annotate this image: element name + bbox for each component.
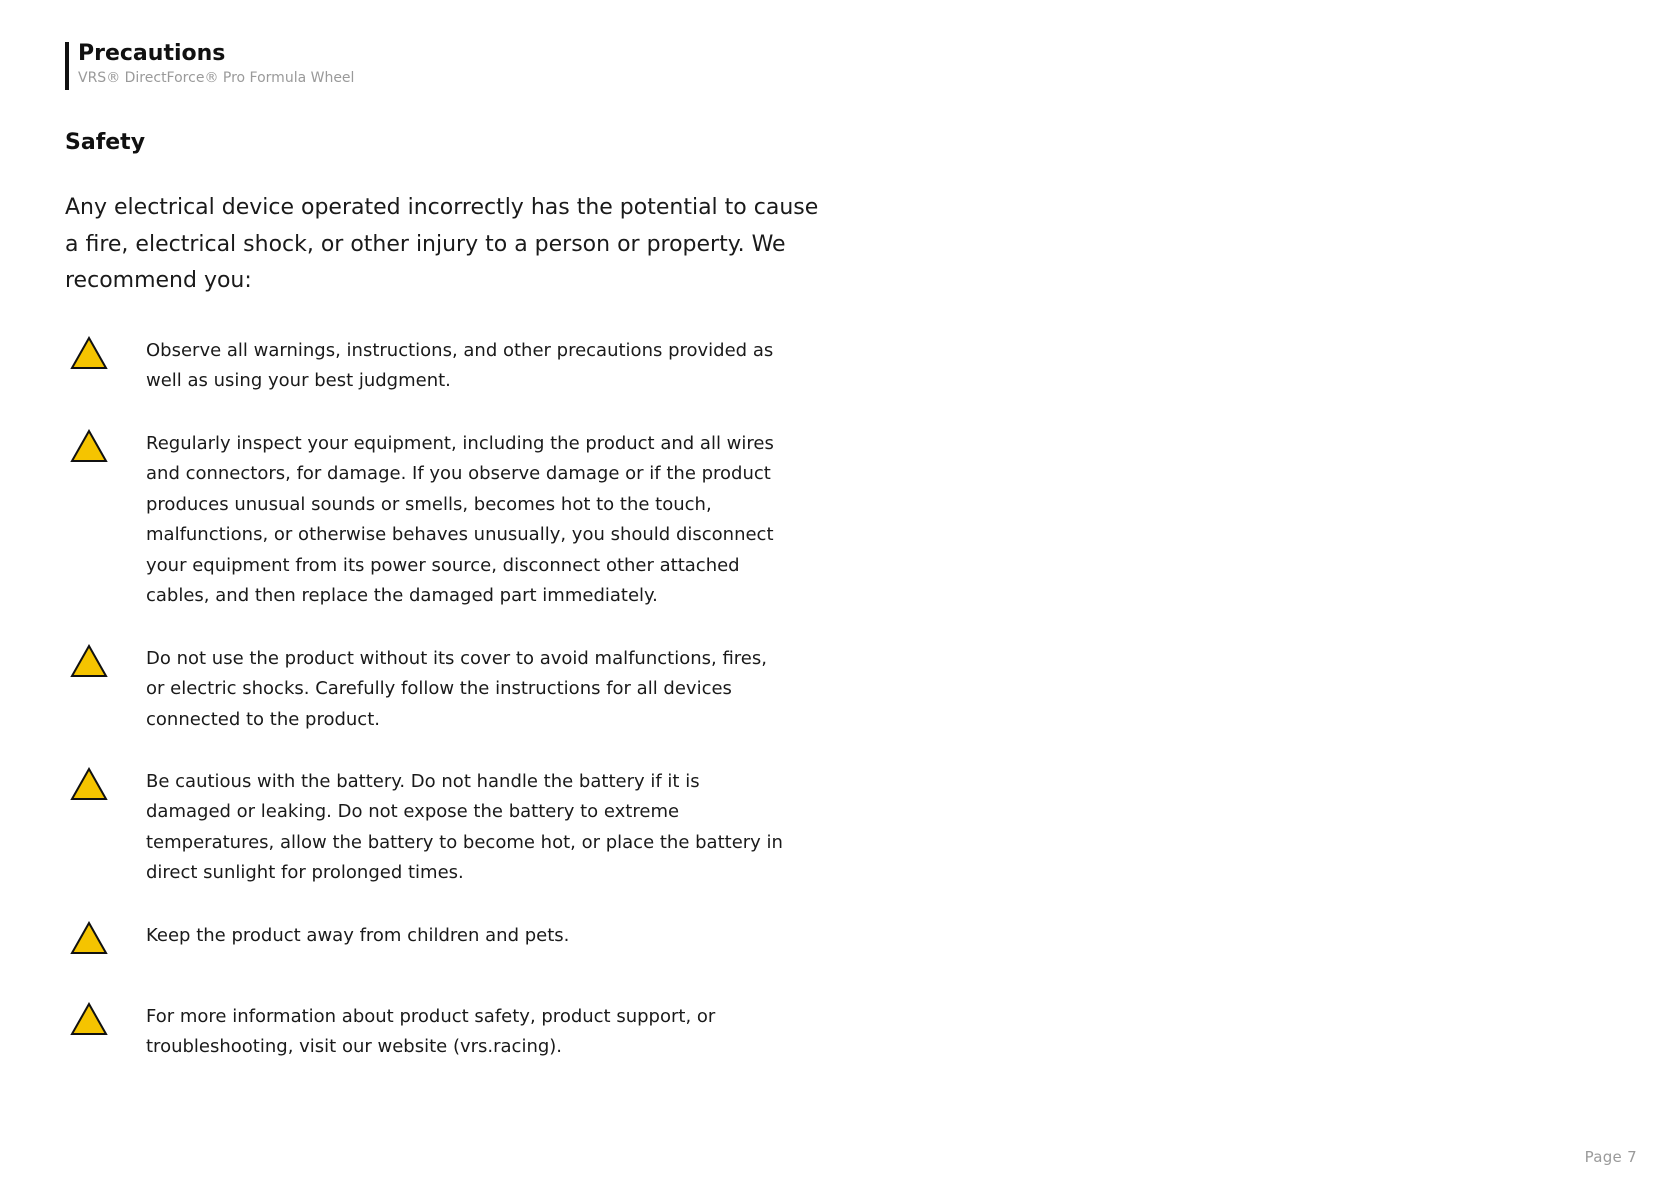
page-title: Precautions bbox=[78, 41, 226, 66]
warning-text: Do not use the product without its cover to avoid malfunctions, fires, or electric shocks. Carefully follow the instructions for all devices connected to the product. bbox=[146, 648, 767, 730]
warning-triangle-icon bbox=[70, 336, 108, 370]
warning-triangle-icon bbox=[70, 767, 108, 801]
warning-text: Be cautious with the battery. Do not handle the battery if it is damaged or leaking. Do not expose the battery to extreme temperatures, allow the battery to become hot, or place the battery in direct sunlight for prolonged times. bbox=[146, 771, 783, 884]
section-heading: Safety bbox=[65, 130, 146, 155]
page-subtitle: VRS® DirectForce® Pro Formula Wheel bbox=[78, 70, 355, 86]
warning-triangle-icon bbox=[70, 429, 108, 463]
warning-text: Regularly inspect your equipment, including the product and all wires and connectors, for damage. If you observe damage or if the product produces unusual sounds or smells, becomes hot to the touch, malfunctions, or otherwise behaves unusually, you should disconnect your equipment from its power source, disconnect other attached cables, and then replace the damaged part immediately. bbox=[146, 433, 774, 607]
intro-paragraph: Any electrical device operated incorrectly has the potential to cause a fire, electrical shock, or other injury to a person or property. We recommend you: bbox=[65, 195, 819, 293]
warning-text: Observe all warnings, instructions, and other precautions provided as well as using your best judgment. bbox=[146, 340, 774, 392]
page-number: Page 7 bbox=[1584, 1148, 1637, 1166]
warning-text: Keep the product away from children and pets. bbox=[146, 925, 570, 946]
warning-triangle-icon bbox=[70, 1002, 108, 1036]
page-header bbox=[65, 42, 354, 90]
warning-triangle-icon bbox=[70, 644, 108, 678]
warning-text: For more information about product safety, product support, or troubleshooting, visit our website (vrs.racing). bbox=[146, 1006, 716, 1058]
warning-triangle-icon bbox=[70, 921, 108, 955]
